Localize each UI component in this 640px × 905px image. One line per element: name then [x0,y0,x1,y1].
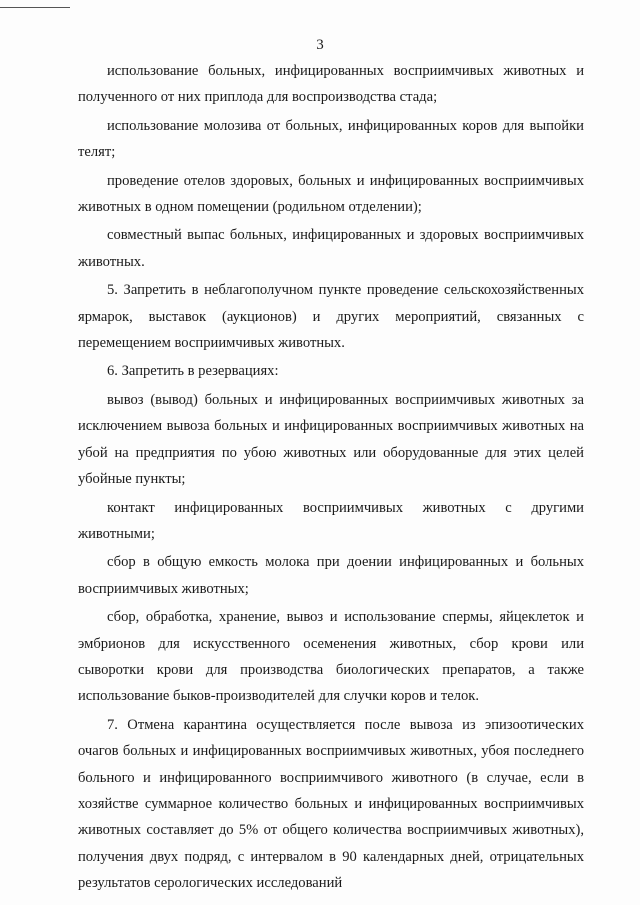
paragraph-joint-grazing: совместный выпас больных, инфицированных и здоровых восприимчивых животных. [78,227,584,270]
paragraph-item-6-heading: 6. Запретить в резервациях: [107,363,279,380]
paragraph-use-of-sick-animals: использование больных, инфицированных восприимчивых животных и полученного от них приплода для воспроизводства стада; [78,63,584,106]
scan-corner-mark [0,7,70,8]
paragraph-item-7: 7. Отмена карантина осуществляется после вывоза из эпизоотических очагов больных и инфицированных восприимчивых животных, убоя последнего больного и инфицированного восприимчивого животного (в случае, если в хозяйстве суммарное количество больных и инфицированных восприимчивых животных составляет до 5% от общего количества восприимчивых животных), получения двух подряд, с интервалом в 90 календарных дней, отрицательных результатов серологических исследований [78,716,584,892]
paragraph-milk-collection: сбор в общую емкость молока при доении инфицированных и больных восприимчивых животных; [78,554,584,597]
paragraph-calving: проведение отелов здоровых, больных и инфицированных восприимчивых животных в одном помещении (родильном отделении); [78,172,584,216]
paragraph-item-5: 5. Запретить в неблагополучном пункте проведение сельскохозяйственных ярмарок, выставок (аукционов) и других мероприятий, связанных с перемещением восприимчивых животных. [78,282,584,352]
paragraph-contact: контакт инфицированных восприимчивых животных с другими животными; [78,499,584,542]
page-number: 3 [316,37,324,53]
paragraph-sperm-collection: сбор, обработка, хранение, вывоз и использование спермы, яйцеклеток и эмбрионов для искусственного осеменения животных, сбор крови или сыворотки крови для производства биологических препаратов, а также использование быков-производителей для случки коров и телок. [78,609,584,705]
document-body [78,58,584,897]
paragraph-export-of-animals: вывоз (вывод) больных и инфицированных восприимчивых животных за исключением вывоза больных и инфицированных восприимчивых животных на убой на предприятия по убою животных или оборудованные для этих целей убойные пункты; [78,391,584,488]
paragraph-colostrum-use: использование молозива от больных, инфицированных коров для выпойки телят; [78,117,584,161]
